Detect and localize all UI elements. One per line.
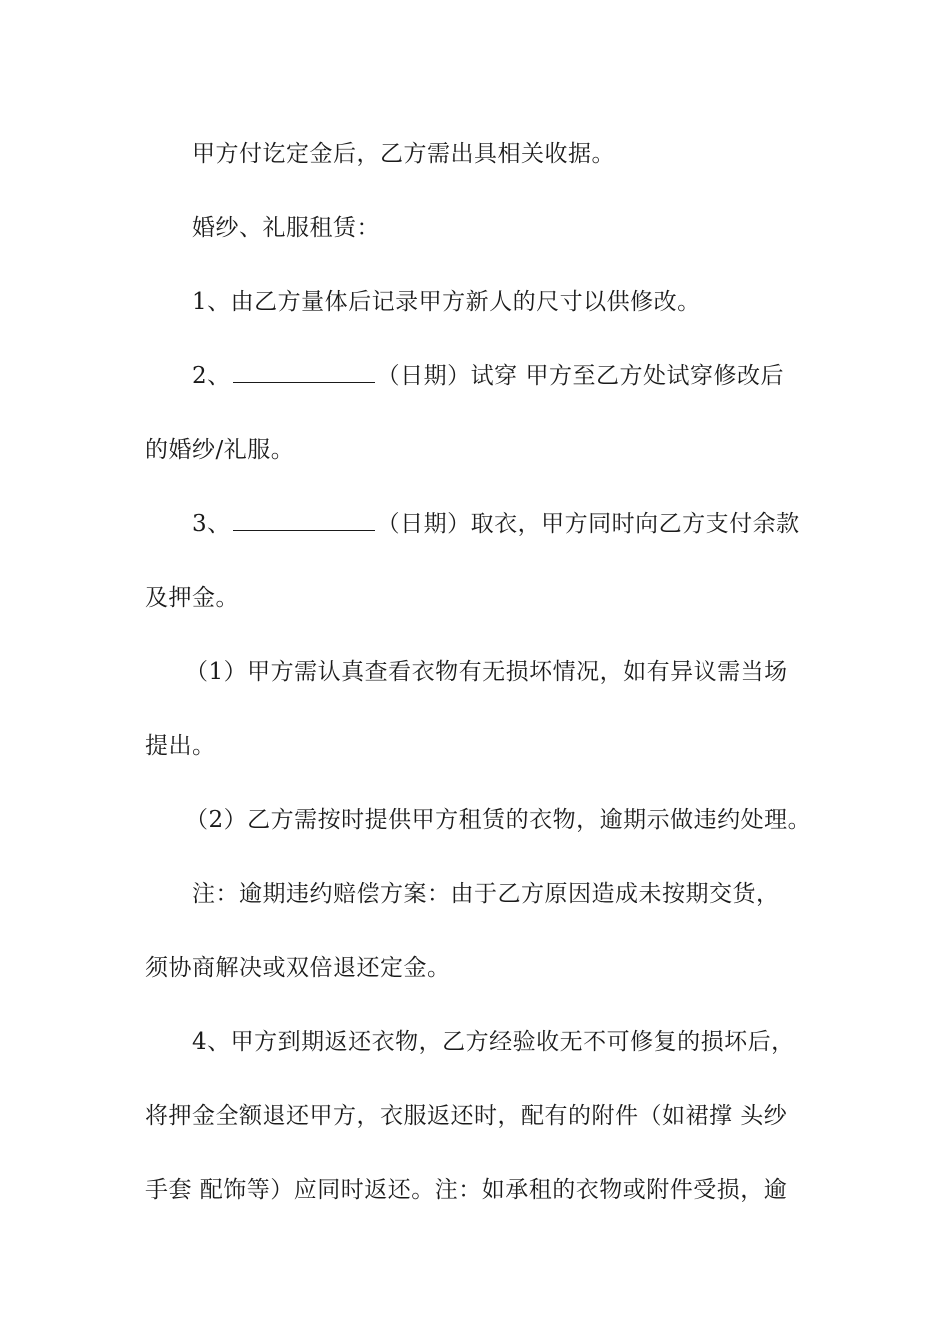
- paragraph-deposit-receipt: 甲方付讫定金后，乙方需出具相关收据。: [192, 141, 615, 167]
- item-3-continuation: 及押金。: [145, 585, 239, 611]
- note-penalty-scheme: 注：逾期违约赔偿方案：由于乙方原因造成未按期交货，: [192, 881, 780, 907]
- note-penalty-continuation: 须协商解决或双倍退还定金。: [145, 955, 451, 981]
- item-2-number: 2、: [192, 363, 231, 389]
- item-4-continuation-2: 手套 配饰等）应同时返还。注：如承租的衣物或附件受损，逾: [145, 1177, 788, 1203]
- item-2-text: （日期）试穿 甲方至乙方处试穿修改后: [376, 363, 784, 389]
- pickup-date-blank[interactable]: [233, 510, 375, 531]
- item-4-return: 4、甲方到期返还衣物，乙方经验收无不可修复的损坏后，: [192, 1029, 795, 1055]
- section-heading-rental: 婚纱、礼服租赁：: [192, 215, 380, 241]
- fitting-date-blank[interactable]: [233, 362, 375, 383]
- item-1-measurement: 1、由乙方量体后记录甲方新人的尺寸以供修改。: [192, 289, 701, 315]
- item-2-fitting: [192, 361, 784, 391]
- sub-item-2-timely-delivery: （2）乙方需按时提供甲方租赁的衣物，逾期示做违约处理。: [185, 807, 812, 833]
- sub-item-1-continuation: 提出。: [145, 733, 216, 759]
- item-4-continuation-1: 将押金全额退还甲方，衣服返还时，配有的附件（如裙撑 头纱: [145, 1103, 788, 1129]
- sub-item-1-inspection: （1）甲方需认真查看衣物有无损坏情况，如有异议需当场: [185, 659, 788, 685]
- item-3-number: 3、: [192, 511, 231, 537]
- item-3-text: （日期）取衣，甲方同时向乙方支付余款: [376, 511, 800, 537]
- item-2-continuation: 的婚纱/礼服。: [145, 437, 295, 463]
- item-3-pickup: [192, 509, 800, 539]
